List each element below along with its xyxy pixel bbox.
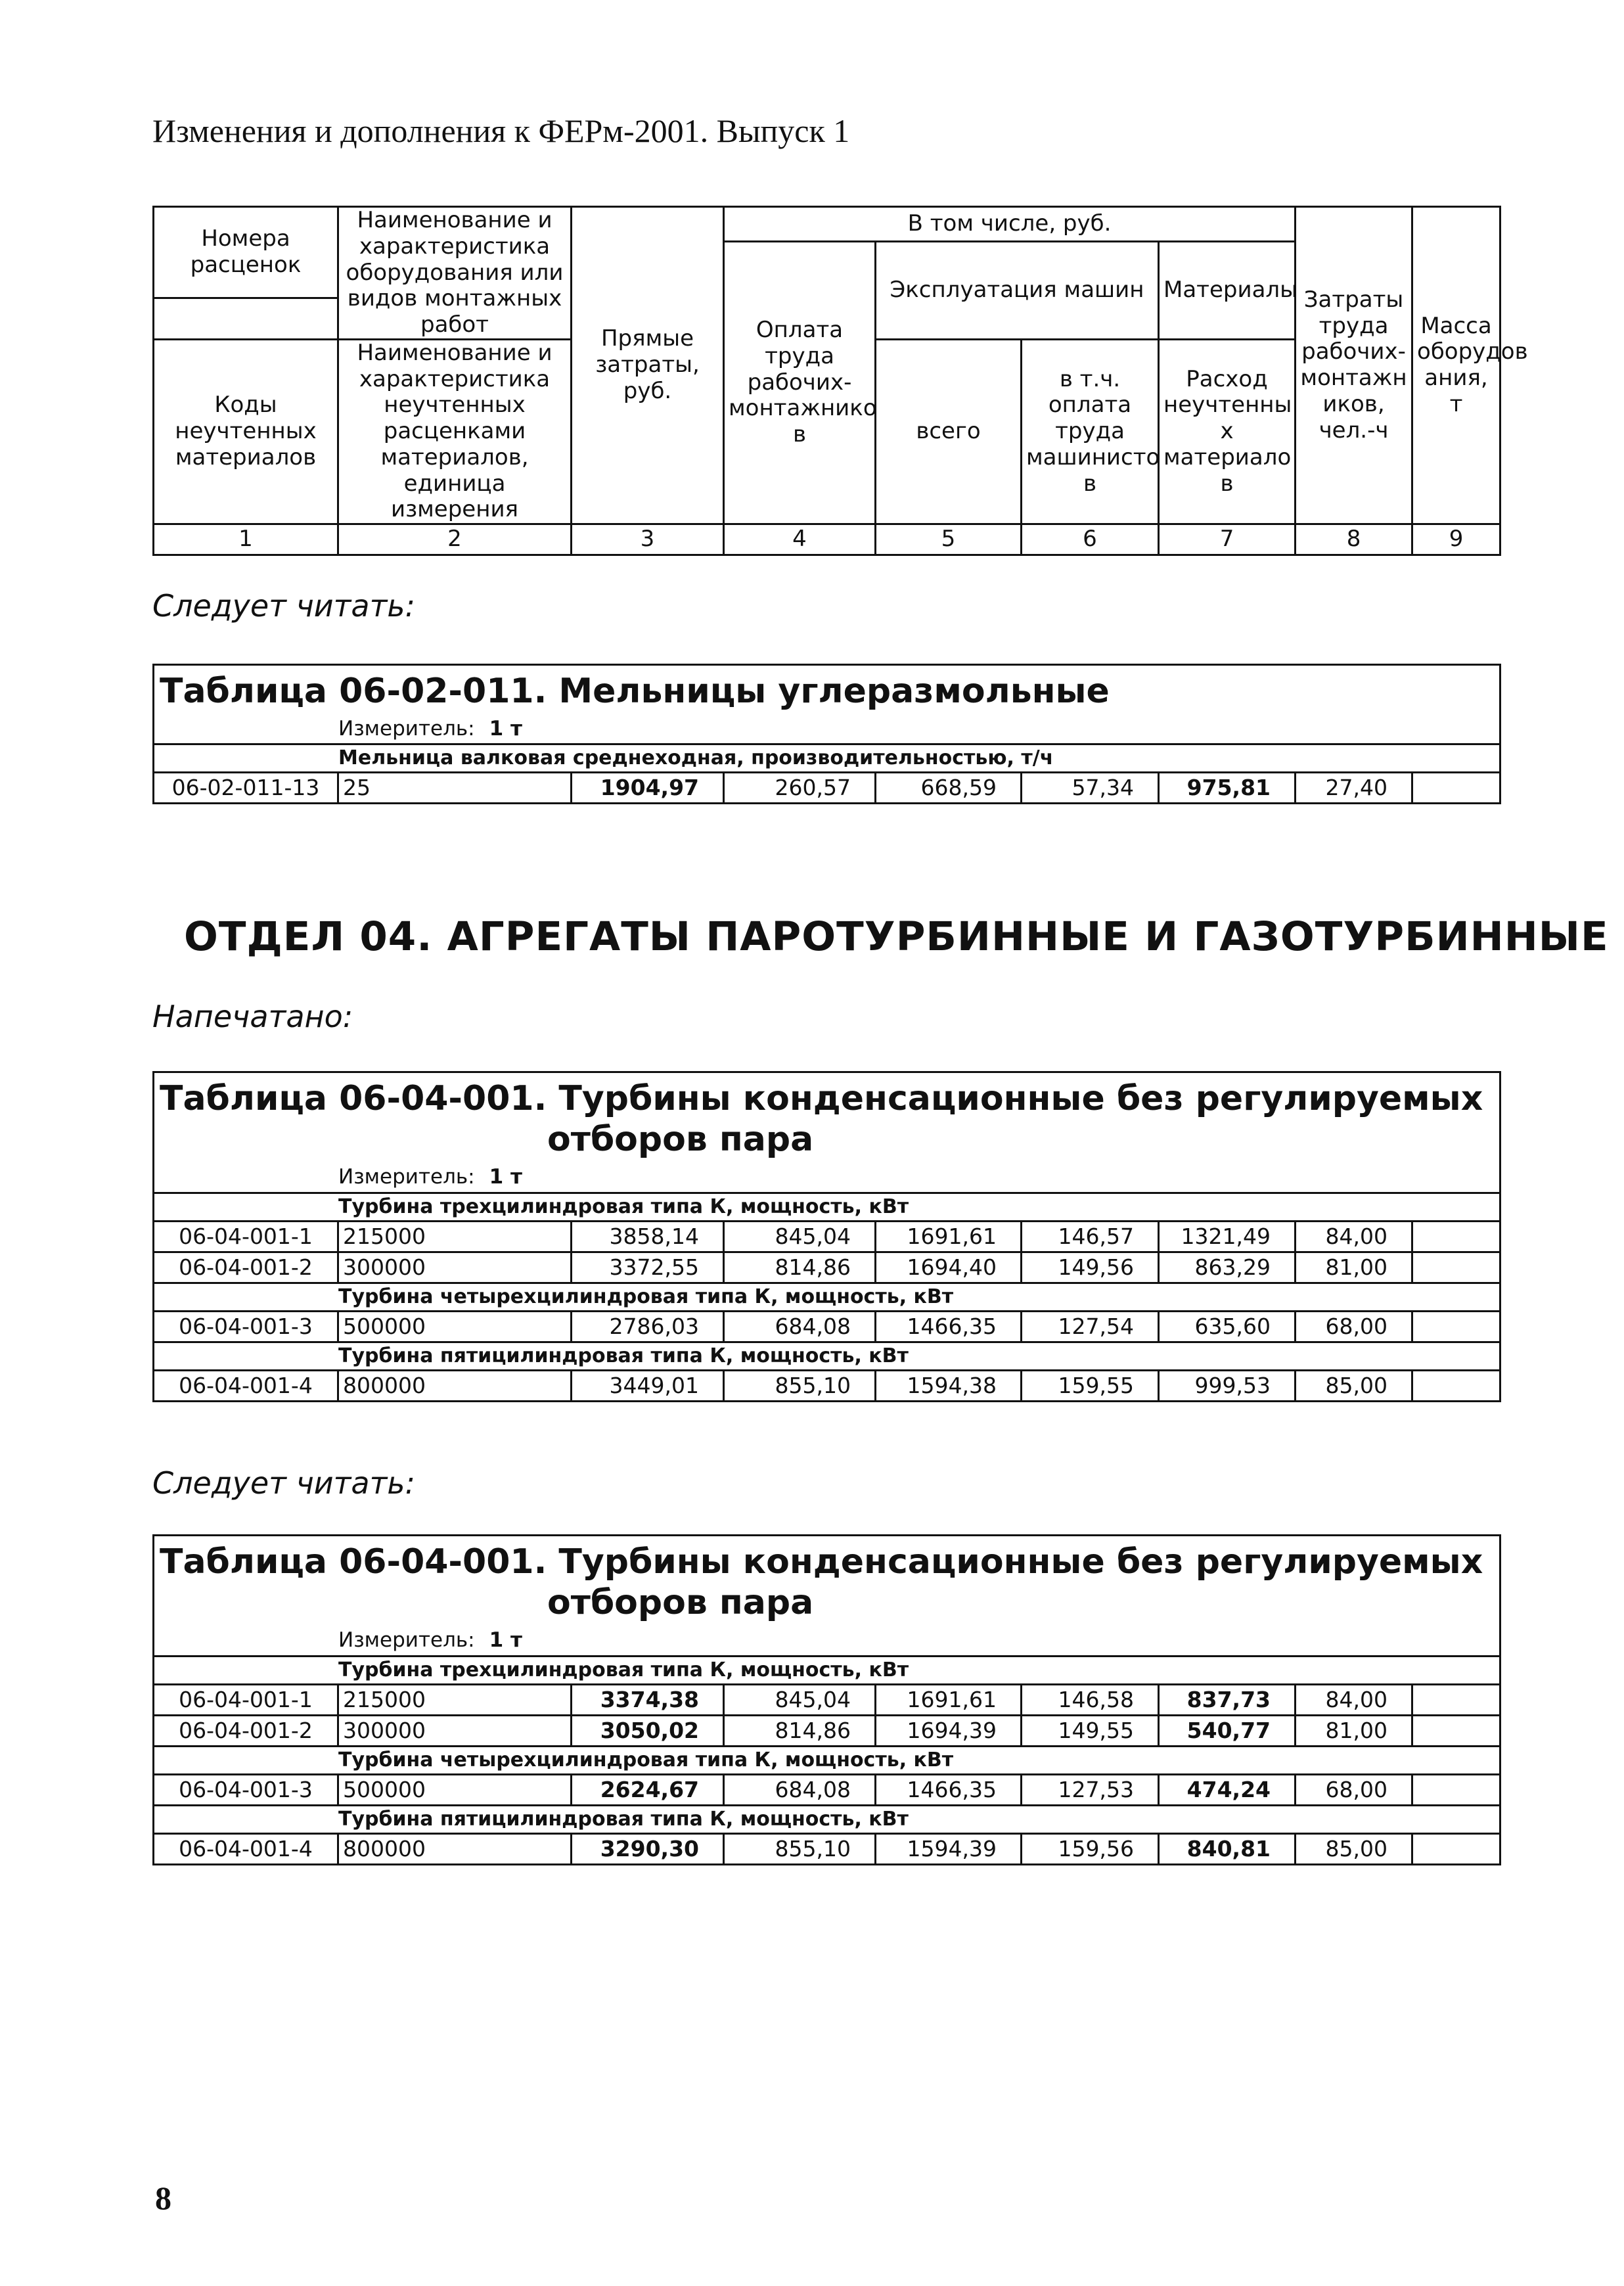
table-meter — [154, 1163, 1500, 1193]
rate-parameter: 300000 — [338, 1715, 572, 1746]
header-number: 6 — [1022, 524, 1159, 555]
header-number: 5 — [876, 524, 1022, 555]
header-col7: Расход неучтенны х материало в — [1159, 339, 1296, 524]
rate-parameter: 25 — [338, 773, 572, 804]
table-row — [154, 1370, 1500, 1401]
materials-cost: 837,73 — [1159, 1684, 1296, 1715]
table-title — [154, 1536, 1500, 1626]
equipment-mass — [1412, 1311, 1500, 1342]
materials-cost: 540,77 — [1159, 1715, 1296, 1746]
column-header-table — [152, 206, 1528, 556]
header-col2-bottom: Наименование и характеристика неучтенных расценками материалов, единица измерения — [338, 339, 572, 524]
equipment-mass — [1412, 1684, 1500, 1715]
meter-value: 1 т — [489, 716, 522, 741]
meter-value: 1 т — [489, 1628, 522, 1652]
header-col1-spacer — [154, 298, 338, 339]
rate-parameter: 800000 — [338, 1833, 572, 1864]
labor-hours: 81,00 — [1296, 1252, 1412, 1283]
machines-total: 1594,39 — [876, 1833, 1022, 1864]
equipment-mass — [1412, 773, 1500, 804]
header-machines: Эксплуатация машин — [876, 242, 1159, 340]
note-read-as: Следует читать: — [152, 1465, 416, 1501]
table-meter — [154, 1626, 1500, 1657]
labor-wages: 845,04 — [724, 1684, 876, 1715]
labor-wages: 260,57 — [724, 773, 876, 804]
header-including: В том числе, руб. — [724, 207, 1296, 242]
labor-hours: 27,40 — [1296, 773, 1412, 804]
header-number: 4 — [724, 524, 876, 555]
table-title-line2: отборов пара — [547, 1120, 814, 1160]
materials-cost: 840,81 — [1159, 1833, 1296, 1864]
header-col9: Масса оборудов ания, т — [1412, 207, 1500, 524]
table-row — [154, 1715, 1500, 1746]
equipment-mass — [1412, 1370, 1500, 1401]
header-materials: Материалы — [1159, 242, 1296, 340]
materials-cost: 975,81 — [1159, 773, 1296, 804]
rate-code: 06-04-001-3 — [154, 1311, 338, 1342]
table-subsection: Турбина четырехцилиндровая типа К, мощность, кВт — [154, 1283, 1500, 1311]
table-title-line1: Таблица 06-04-001. Турбины конденсационные без регулируемых — [160, 1542, 1483, 1582]
note-printed: Напечатано: — [152, 999, 353, 1034]
table-row — [154, 1252, 1500, 1283]
direct-costs: 2786,03 — [572, 1311, 724, 1342]
machines-total: 1694,40 — [876, 1252, 1022, 1283]
table-subsection: Турбина трехцилиндровая типа К, мощность, кВт — [154, 1193, 1500, 1221]
materials-cost: 863,29 — [1159, 1252, 1296, 1283]
machines-total: 1694,39 — [876, 1715, 1022, 1746]
meter-label: Измеритель: — [338, 1164, 475, 1189]
labor-wages: 814,86 — [724, 1252, 876, 1283]
rate-code: 06-04-001-4 — [154, 1370, 338, 1401]
materials-cost: 1321,49 — [1159, 1221, 1296, 1252]
rate-parameter: 215000 — [338, 1221, 572, 1252]
machinist-wages: 149,55 — [1022, 1715, 1159, 1746]
header-number: 1 — [154, 524, 338, 555]
machines-total: 1466,35 — [876, 1311, 1022, 1342]
machinist-wages: 57,34 — [1022, 773, 1159, 804]
meter-label: Измеритель: — [338, 716, 475, 741]
equipment-mass — [1412, 1715, 1500, 1746]
machinist-wages: 127,54 — [1022, 1311, 1159, 1342]
header-number: 9 — [1412, 524, 1500, 555]
materials-cost: 999,53 — [1159, 1370, 1296, 1401]
table-subsection: Турбина пятицилиндровая типа К, мощность, кВт — [154, 1342, 1500, 1370]
header-number: 7 — [1159, 524, 1296, 555]
equipment-mass — [1412, 1833, 1500, 1864]
table-meter — [154, 714, 1500, 744]
rate-code: 06-04-001-2 — [154, 1715, 338, 1746]
direct-costs: 2624,67 — [572, 1774, 724, 1805]
labor-hours: 84,00 — [1296, 1684, 1412, 1715]
direct-costs: 3449,01 — [572, 1370, 724, 1401]
table-row — [154, 1311, 1500, 1342]
rate-parameter: 300000 — [338, 1252, 572, 1283]
direct-costs: 3372,55 — [572, 1252, 724, 1283]
rate-code: 06-04-001-4 — [154, 1833, 338, 1864]
header-col8: Затраты труда рабочих-монтажн иков, чел.-ч — [1296, 207, 1412, 524]
equipment-mass — [1412, 1221, 1500, 1252]
direct-costs: 3374,38 — [572, 1684, 724, 1715]
meter-label: Измеритель: — [338, 1628, 475, 1652]
direct-costs: 3858,14 — [572, 1221, 724, 1252]
rate-parameter: 500000 — [338, 1774, 572, 1805]
table-subsection: Мельница валковая среднеходная, производительностью, т/ч — [154, 744, 1500, 773]
labor-wages: 855,10 — [724, 1370, 876, 1401]
rate-code: 06-04-001-2 — [154, 1252, 338, 1283]
header-col3: Прямые затраты, руб. — [572, 207, 724, 524]
labor-hours: 68,00 — [1296, 1774, 1412, 1805]
header-col5: всего — [876, 339, 1022, 524]
machines-total: 1594,38 — [876, 1370, 1022, 1401]
rate-parameter: 500000 — [338, 1311, 572, 1342]
machines-total: 1466,35 — [876, 1774, 1022, 1805]
machinist-wages: 146,58 — [1022, 1684, 1159, 1715]
table-title-line1: Таблица 06-04-001. Турбины конденсационные без регулируемых — [160, 1079, 1483, 1118]
meter-value: 1 т — [489, 1164, 522, 1189]
materials-cost: 635,60 — [1159, 1311, 1296, 1342]
labor-hours: 85,00 — [1296, 1370, 1412, 1401]
direct-costs: 1904,97 — [572, 773, 724, 804]
table-title: Таблица 06-02-011. Мельницы углеразмольные — [154, 665, 1500, 715]
labor-hours: 68,00 — [1296, 1311, 1412, 1342]
direct-costs: 3050,02 — [572, 1715, 724, 1746]
machinist-wages: 159,56 — [1022, 1833, 1159, 1864]
rate-code: 06-04-001-1 — [154, 1684, 338, 1715]
header-number: 8 — [1296, 524, 1412, 555]
table-row — [154, 1774, 1500, 1805]
note-read-as: Следует читать: — [152, 588, 416, 624]
machines-total: 1691,61 — [876, 1221, 1022, 1252]
labor-wages: 684,08 — [724, 1774, 876, 1805]
table-06-02-011 — [152, 664, 1501, 804]
page-number: 8 — [155, 2180, 171, 2216]
machinist-wages: 127,53 — [1022, 1774, 1159, 1805]
labor-wages: 845,04 — [724, 1221, 876, 1252]
header-col6: в т.ч. оплата труда машинисто в — [1022, 339, 1159, 524]
equipment-mass — [1412, 1252, 1500, 1283]
header-col4: Оплата труда рабочих-монтажнико в — [724, 242, 876, 524]
table-subsection: Турбина пятицилиндровая типа К, мощность, кВт — [154, 1805, 1500, 1833]
table-subsection: Турбина трехцилиндровая типа К, мощность, кВт — [154, 1656, 1500, 1684]
section-title: ОТДЕЛ 04. АГРЕГАТЫ ПАРОТУРБИННЫЕ И ГАЗОТУРБИННЫЕ — [184, 913, 1609, 960]
rate-code: 06-04-001-1 — [154, 1221, 338, 1252]
labor-wages: 684,08 — [724, 1311, 876, 1342]
labor-hours: 85,00 — [1296, 1833, 1412, 1864]
table-row — [154, 1833, 1500, 1864]
direct-costs: 3290,30 — [572, 1833, 724, 1864]
machines-total: 668,59 — [876, 773, 1022, 804]
table-title-line2: отборов пара — [547, 1583, 814, 1623]
machines-total: 1691,61 — [876, 1684, 1022, 1715]
header-col2-top: Наименование и характеристика оборудования или видов монтажных работ — [338, 207, 572, 340]
header-col1-bottom: Коды неучтенных материалов — [154, 339, 338, 524]
labor-hours: 84,00 — [1296, 1221, 1412, 1252]
machinist-wages: 159,55 — [1022, 1370, 1159, 1401]
rate-code: 06-04-001-3 — [154, 1774, 338, 1805]
labor-wages: 814,86 — [724, 1715, 876, 1746]
header-number: 3 — [572, 524, 724, 555]
table-06-04-001-printed — [152, 1071, 1501, 1402]
running-header: Изменения и дополнения к ФЕРм-2001. Выпуск 1 — [152, 112, 850, 149]
labor-hours: 81,00 — [1296, 1715, 1412, 1746]
header-col1-top: Номера расценок — [154, 207, 338, 298]
equipment-mass — [1412, 1774, 1500, 1805]
table-row — [154, 773, 1500, 804]
rate-parameter: 800000 — [338, 1370, 572, 1401]
header-number: 2 — [338, 524, 572, 555]
materials-cost: 474,24 — [1159, 1774, 1296, 1805]
rate-parameter: 215000 — [338, 1684, 572, 1715]
machinist-wages: 149,56 — [1022, 1252, 1159, 1283]
labor-wages: 855,10 — [724, 1833, 876, 1864]
table-row — [154, 1221, 1500, 1252]
table-row — [154, 1684, 1500, 1715]
table-06-04-001-corrected — [152, 1534, 1501, 1865]
table-title — [154, 1072, 1500, 1163]
machinist-wages: 146,57 — [1022, 1221, 1159, 1252]
rate-code: 06-02-011-13 — [154, 773, 338, 804]
table-subsection: Турбина четырехцилиндровая типа К, мощность, кВт — [154, 1746, 1500, 1774]
